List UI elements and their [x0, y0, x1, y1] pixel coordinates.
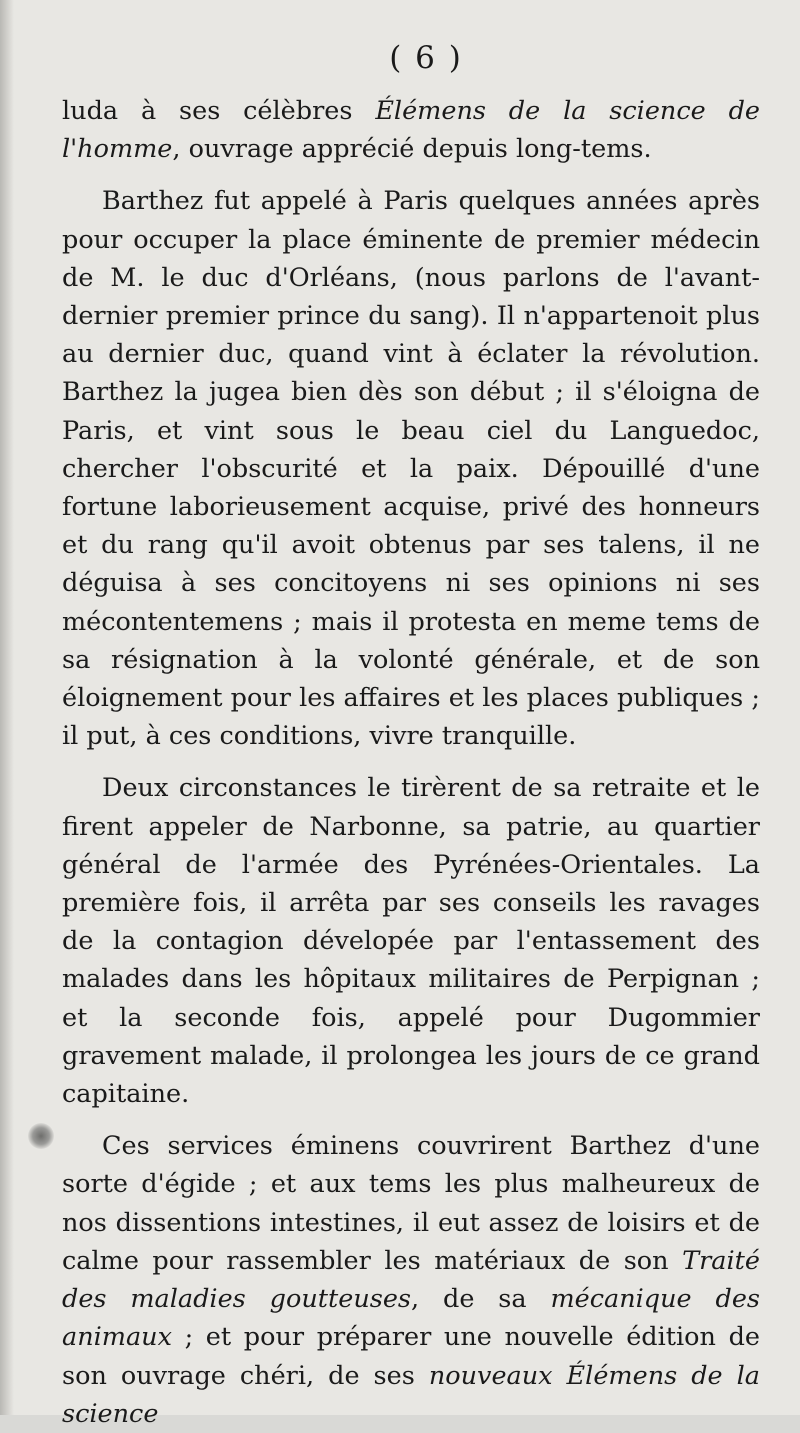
paragraph-4	[62, 1127, 760, 1433]
text-segment: Ces services éminens couvrirent Barthez d'une sorte d'égide ; et aux tems les plus malheureux de nos dissentions intestines, il eut assez de loisirs et de calme pour rassembler les matériaux de son	[62, 1131, 760, 1276]
page-number: ( 6 )	[389, 40, 463, 76]
paragraph-1	[62, 92, 760, 168]
italic-title-segment: Élémens de la science de l'homme	[62, 96, 760, 165]
text-segment: Barthez fut appelé à Paris quelques années après pour occuper la place éminente de premier médecin de M. le duc d'Orléans, (nous parlons de l'avant-dernier premier prince du sang). Il n'appartenoit plus au dernier duc, quand vint à éclater la révolution. Barthez la jugea bien dès son début ; il s'éloigna de Paris, et vint sous le beau ciel du Languedoc, chercher l'obscurité et la paix. Dépouillé d'une fortune laborieusement acquise, privé des honneurs et du rang qu'il avoit obtenus par ses talens, il ne déguisa à ses concitoyens ni ses opinions ni ses mécontentemens ; mais il protesta en meme tems de sa résignation à la volonté générale, et de son éloignement pour les affaires et les places publiques ; il put, à ces conditions, vivre tranquille.	[62, 186, 760, 752]
text-segment: , de sa	[411, 1284, 551, 1315]
ink-smudge	[28, 1123, 54, 1149]
text-segment: ; et pour préparer une nouvelle édition de son ouvrage chéri, de ses	[62, 1322, 760, 1391]
text-segment: luda à ses célèbres	[62, 96, 376, 126]
paragraph-2	[62, 182, 760, 755]
text-segment: , ouvrage apprécié depuis long-tems.	[172, 134, 652, 165]
italic-title-segment: nouveaux Élémens de la science	[62, 1360, 760, 1429]
text-segment: Deux circonstances le tirèrent de sa retraite et le firent appeler de Narbonne, sa patrie, au quartier général de l'armée des Pyrénées-Orientales. La première fois, il arrêta par ses conseils les ravages de la contagion dévelopée par l'entassement des malades dans les hôpitaux militaires de Perpignan ; et la seconde fois, appelé pour Dugommier gravement malade, il prolongea les jours de ce grand capitaine.	[62, 773, 760, 1110]
italic-title-segment: Traité des maladies goutteuses	[62, 1245, 760, 1315]
italic-title-segment: mécanique des animaux	[62, 1284, 760, 1353]
paragraph-3	[62, 769, 760, 1113]
